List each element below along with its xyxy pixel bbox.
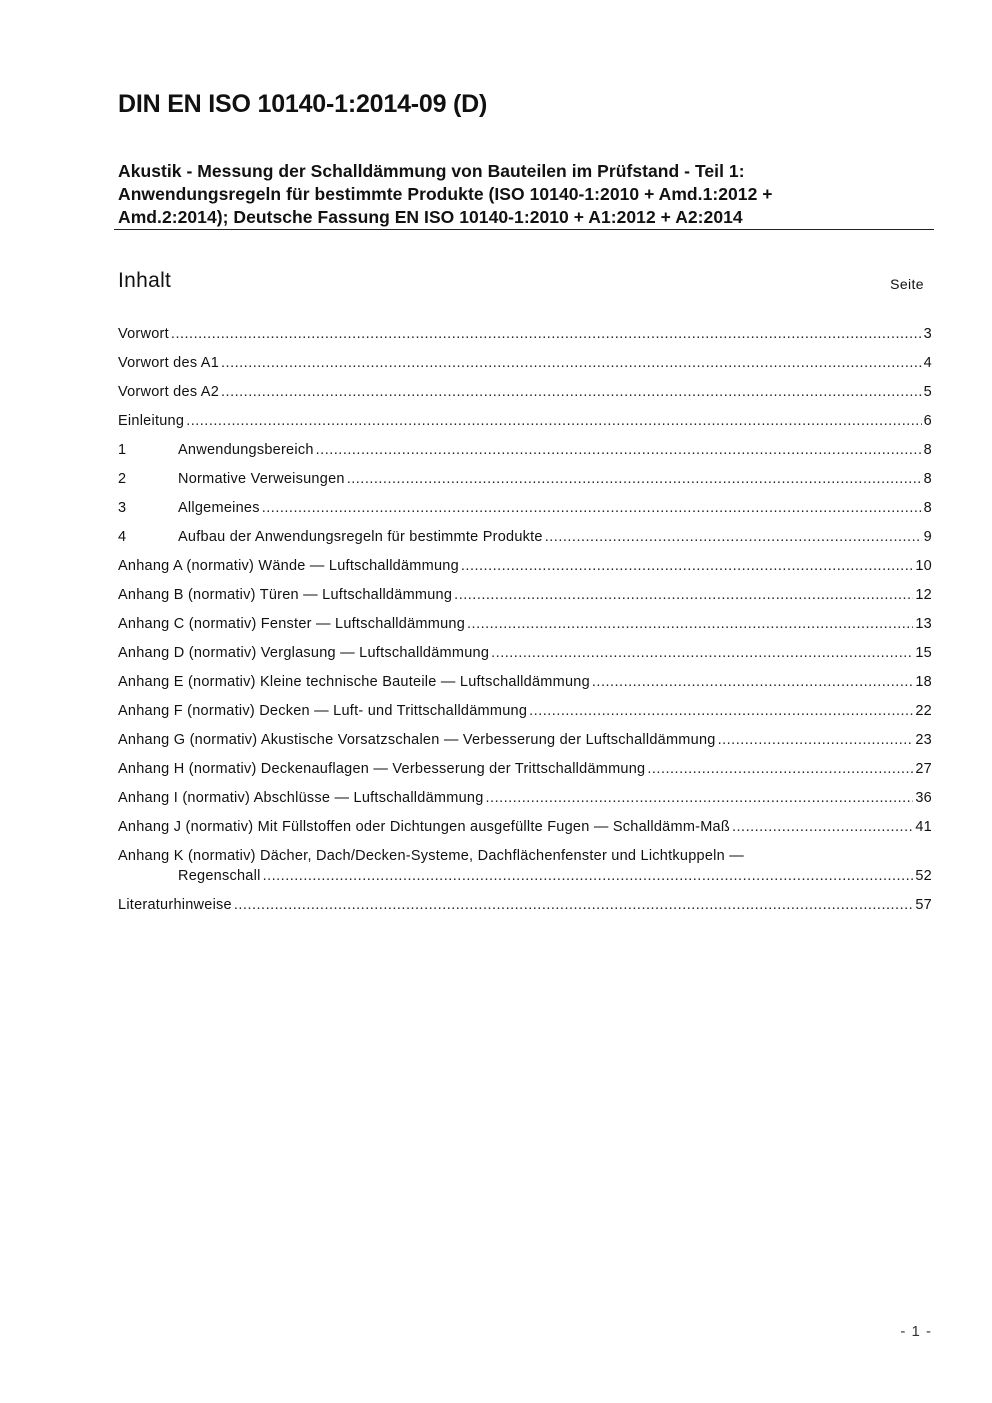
toc-entry[interactable] — [118, 846, 932, 895]
toc-entry-line — [118, 585, 932, 605]
toc-entry-title: Literaturhinweise — [118, 897, 232, 913]
toc-entry-number: 1 — [118, 442, 127, 458]
toc-entry-page: 9 — [923, 529, 932, 545]
toc-entry-line — [118, 440, 932, 460]
toc-entry-title: Anhang B (normativ) Türen — Luftschalldämmung — [118, 587, 453, 603]
toc-entry-line — [118, 411, 932, 431]
toc-entry-page: 52 — [915, 868, 932, 884]
toc-entry-title: Vorwort des A2 — [118, 384, 220, 400]
toc-entry-number: 3 — [118, 500, 127, 516]
toc-entry-line — [118, 353, 932, 373]
toc-entry-line — [118, 817, 932, 837]
toc-entry-page: 8 — [923, 471, 932, 487]
toc-entry-title: Vorwort des A1 — [118, 355, 220, 371]
toc-entry-title: Vorwort — [118, 326, 169, 342]
subtitle-line: Anwendungsregeln für bestimmte Produkte (ISO 10140-1:2010 + Amd.1:2012 + — [118, 184, 773, 204]
toc-entry-title: Anhang G (normativ) Akustische Vorsatzschalen — Verbesserung der Luftschalldämmung — [118, 732, 716, 748]
toc-heading: Inhalt — [118, 269, 172, 292]
toc-entry-page: 13 — [915, 616, 932, 632]
toc-entry-line — [118, 759, 932, 779]
toc-leader-dots — [262, 498, 922, 518]
toc-entry[interactable] — [118, 701, 932, 730]
toc-leader-dots — [461, 556, 913, 576]
toc-entry[interactable] — [118, 353, 932, 382]
toc-entry-page: 23 — [915, 732, 932, 748]
toc-entry-number: 2 — [118, 471, 127, 487]
toc-entry-page: 12 — [915, 587, 932, 603]
toc-page-column-label: Seite — [890, 276, 924, 292]
toc-entry-line — [118, 730, 932, 750]
toc-entry-page: 57 — [915, 897, 932, 913]
toc-entry-page: 4 — [923, 355, 932, 371]
toc-entry[interactable] — [118, 643, 932, 672]
toc-entry-page: 36 — [915, 790, 932, 806]
toc-leader-dots — [221, 353, 922, 373]
toc-entry-title: Anhang K (normativ) Dächer, Dach/Decken-Systeme, Dachflächenfenster und Lichtkuppeln — — [118, 848, 744, 864]
toc-entry-line — [118, 672, 932, 692]
document-title: DIN EN ISO 10140-1:2014-09 (D) — [118, 90, 488, 118]
toc-entry[interactable] — [118, 411, 932, 440]
toc-entry[interactable] — [118, 527, 932, 556]
toc-entry-title: Anhang C (normativ) Fenster — Luftschalldämmung — [118, 616, 466, 632]
toc-entry-page: 5 — [923, 384, 932, 400]
toc-entry-line — [118, 324, 932, 344]
toc-entry-title: Anhang I (normativ) Abschlüsse — Luftschalldämmung — [118, 790, 484, 806]
toc-entry[interactable] — [118, 788, 932, 817]
toc-leader-dots — [186, 411, 921, 431]
toc-leader-dots — [491, 643, 913, 663]
toc-leader-dots — [486, 788, 914, 808]
toc-leader-dots — [263, 866, 914, 886]
toc-entry-line — [118, 527, 932, 547]
toc-entry-page: 18 — [915, 674, 932, 690]
toc-entry-title: Anhang A (normativ) Wände — Luftschalldämmung — [118, 558, 459, 574]
document-subtitle — [118, 160, 933, 229]
toc-entry-page: 41 — [915, 819, 932, 835]
toc-entry-title: Anwendungsbereich — [178, 442, 314, 458]
toc-entry-line — [118, 469, 932, 489]
toc-entry-line — [118, 846, 932, 866]
toc-entry[interactable] — [118, 556, 932, 585]
toc-leader-dots — [718, 730, 914, 750]
toc-leader-dots — [221, 382, 922, 402]
toc-entry-line — [118, 498, 932, 518]
toc-entry-line — [118, 614, 932, 634]
toc-entry-title: Anhang J (normativ) Mit Füllstoffen oder Dichtungen ausgefüllte Fugen — Schalldämm-Maß — [118, 819, 730, 835]
toc-entry-line — [118, 895, 932, 915]
toc-entry-page: 15 — [915, 645, 932, 661]
toc-leader-dots — [347, 469, 922, 489]
toc-entry-page: 8 — [923, 442, 932, 458]
toc-entry-title: Anhang H (normativ) Deckenauflagen — Verbesserung der Trittschalldämmung — [118, 761, 646, 777]
table-of-contents — [118, 324, 932, 924]
toc-entry-page: 22 — [915, 703, 932, 719]
toc-entry-title: Anhang D (normativ) Verglasung — Luftschalldämmung — [118, 645, 490, 661]
toc-entry-title-continuation: Regenschall — [178, 868, 261, 884]
toc-leader-dots — [592, 672, 913, 692]
toc-entry[interactable] — [118, 730, 932, 759]
toc-entry-title: Aufbau der Anwendungsregeln für bestimmte Produkte — [178, 529, 543, 545]
toc-leader-dots — [467, 614, 913, 634]
toc-entry[interactable] — [118, 585, 932, 614]
toc-leader-dots — [545, 527, 922, 547]
title-divider — [114, 229, 934, 230]
toc-entry-page: 27 — [915, 761, 932, 777]
toc-entry-title: Allgemeines — [178, 500, 260, 516]
subtitle-line: Akustik - Messung der Schalldämmung von Bauteilen im Prüfstand - Teil 1: — [118, 161, 745, 181]
toc-entry-page: 3 — [923, 326, 932, 342]
toc-entry[interactable] — [118, 498, 932, 527]
toc-leader-dots — [171, 324, 922, 344]
toc-entry[interactable] — [118, 469, 932, 498]
toc-leader-dots — [529, 701, 913, 721]
toc-entry[interactable] — [118, 759, 932, 788]
toc-entry[interactable] — [118, 324, 932, 353]
toc-entry-page: 6 — [923, 413, 932, 429]
toc-entry-number: 4 — [118, 529, 127, 545]
toc-entry[interactable] — [118, 440, 932, 469]
toc-entry[interactable] — [118, 817, 932, 846]
toc-entry-title: Normative Verweisungen — [178, 471, 345, 487]
toc-leader-dots — [732, 817, 913, 837]
toc-entry-line — [118, 382, 932, 402]
toc-entry-line — [118, 701, 932, 721]
toc-leader-dots — [316, 440, 922, 460]
toc-entry[interactable] — [118, 672, 932, 701]
toc-entry-page: 8 — [923, 500, 932, 516]
toc-entry-line — [118, 788, 932, 808]
toc-entry-title: Einleitung — [118, 413, 185, 429]
toc-entry[interactable] — [118, 895, 932, 924]
toc-leader-dots — [647, 759, 913, 779]
subtitle-line: Amd.2:2014); Deutsche Fassung EN ISO 10140-1:2010 + A1:2012 + A2:2014 — [118, 207, 743, 227]
toc-entry-page: 10 — [915, 558, 932, 574]
page-number: - 1 - — [900, 1323, 932, 1340]
toc-entry-line — [118, 556, 932, 576]
toc-leader-dots — [454, 585, 913, 605]
toc-leader-dots — [234, 895, 913, 915]
toc-entry-line — [118, 643, 932, 663]
toc-entry-title: Anhang E (normativ) Kleine technische Bauteile — Luftschalldämmung — [118, 674, 590, 690]
toc-entry-title: Anhang F (normativ) Decken — Luft- und Trittschalldämmung — [118, 703, 528, 719]
toc-entry[interactable] — [118, 382, 932, 411]
toc-entry[interactable] — [118, 614, 932, 643]
toc-entry-line — [118, 866, 932, 886]
